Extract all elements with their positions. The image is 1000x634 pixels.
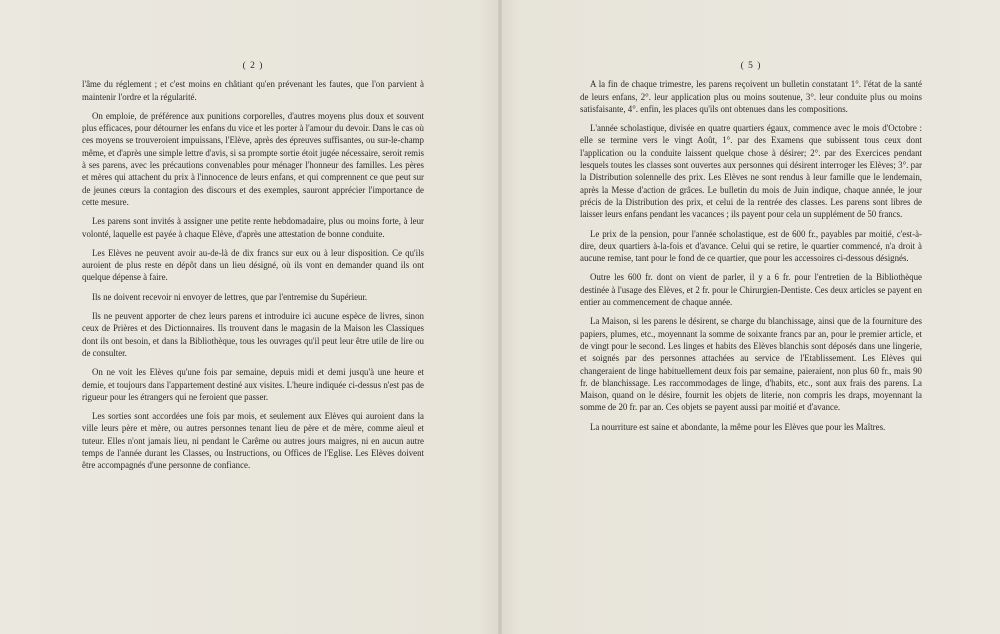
left-paragraph-4: Les Elèves ne peuvent avoir au-de-là de dix francs sur eux ou à leur disposition. Ce qu'ils auroient de plus reste en dépôt dans un lieu désigné, où ils vont en demander quand ils ont quelque dépense à faire. (82, 247, 424, 283)
left-paragraph-6: Ils ne peuvent apporter de chez leurs parens et introduire ici aucune espèce de livres, sinon ceux de Prières et des Dictionnaires. Ils trouvent dans le magasin de la Maison les Classiques dont ils ont besoin, et dans la Bibliothèque, tous les ouvrages qu'il peut leur être utile de lire ou de consulter. (82, 311, 424, 358)
left-paragraph-3: Les parens sont invités à assigner une petite rente hebdomadaire, plus ou moins forte, à leur volonté, laquelle est payée à chaque Elève, d'après une attestation de bonne conduite. (82, 216, 424, 239)
right-paragraph-5: La Maison, si les parens le désirent, se charge du blanchissage, ainsi que de la fourniture des papiers, plumes, etc., moyennant la somme de soixante francs par an, pour le premier article, et de vingt pour le second. Les linges et habits des Elèves blanchis sont déposés dans une lingerie, et soignés par des personnes attachées au service de l'Etablissement. Les Elèves qui changeraient de linge habituellement deux fois par semaine, paieraient, non plus 60 fr., mais 90 fr. de blanchissage. Les raccommodages de linge, d'habits, etc., sont aux frais des parens. La Maison, quand on le désire, fournit les objets de literie, non compris les draps, moyennant la somme de 20 fr. par an. Ces objets se payent aussi par moitié et d'avance. (580, 316, 922, 413)
right-paragraph-1: A la fin de chaque trimestre, les parens reçoivent un bulletin constatant 1°. l'état de la santé de leurs enfans, 2°. leur application plus ou moins soutenue, 3°. leur conduite plus ou moins satisfaisante, 4°. enfin, les places qu'ils ont obtenues dans les compositions. (580, 79, 922, 114)
page-gutter (498, 0, 502, 634)
left-paragraph-5: Ils ne doivent recevoir ni envoyer de lettres, que par l'entremise du Supérieur. (92, 291, 368, 302)
left-paragraph-8: Les sorties sont accordées une fois par mois, et seulement aux Elèves qui auroient dans la ville leurs père et mère, ou autres personnes tenant lieu de père et de mère, comme aïeul et tuteur. Elles n'ont jamais lieu, ni pendant le Carême ou autres jours maigres, ni en aucun autre temps de l'année durant les Classes, ou Instructions, ou Offices de l'Eglise. Les Elèves doivent être accompagnés d'une personne de confiance. (82, 411, 424, 471)
right-paragraph-3: Le prix de la pension, pour l'année scholastique, est de 600 fr., payables par moitié, c'est-à-dire, deux quartiers à-la-fois et d'avance. Celui qui se retire, le quartier commencé, n'a droit à aucune remise, tant pour le fond de ce quartier, que pour les accessoires ci-dessous désignés. (580, 228, 922, 264)
right-page-number: ( 5 ) (740, 61, 762, 71)
left-paragraph-2: On emploie, de préférence aux punitions corporelles, d'autres moyens plus doux et souvent plus efficaces, pour détourner les enfans du vice et les porter à l'amour du devoir. Dans le cas où ces moyens se trouveroient impuissans, l'Elève, après des épreuves suffisantes, ou sur-le-champ même, et d'après une simple lettre d'avis, si sa prompte sortie étoit jugée nécessaire, seroit remis à ses parens, avec les précautions convenables pour ménager l'honneur des familles. Les pères et mères qui attachent du prix à l'innocence de leurs enfans, et qui comprennent ce que peut sur de jeunes cœurs la contagion des discours et des exemples, sauront apprécier l'importance de cette mesure. (82, 110, 424, 207)
right-page (580, 60, 922, 440)
left-page (82, 60, 424, 479)
right-paragraph-4: Outre les 600 fr. dont on vient de parler, il y a 6 fr. pour l'entretien de la Bibliothèque destinée à l'usage des Elèves, et 2 fr. pour le Chirurgien-Dentiste. Ces deux articles se payent en entier au commencement de chaque année. (580, 272, 922, 308)
left-page-number: ( 2 ) (242, 61, 264, 71)
right-paragraph-2: L'année scholastique, divisée en quatre quartiers égaux, commence avec le mois d'Octobre : elle se termine vers le vingt Août, 1°. par des Examens que subissent tous ceux dont l'application ou la conduite laissent quelque chose à désirer; 2°. par des Exercices pendant lesquels toutes les classes sont ouvertes aux personnes qui désirent interroger les Elèves; 3°. par la Distribution solennelle des prix. Les Elèves ne sont rendus à leur famille que le lendemain, après la Messe d'action de grâces. Le bulletin du mois de Juin indique, chaque année, le jour précis de la Distribution des prix, et celui de la rentrée des classes. Les parens sont libres de laisser leurs enfans pendant les vacances ; ils payent pour cela un supplément de 50 francs. (580, 123, 922, 220)
left-paragraph-1: l'âme du réglement ; et c'est moins en châtiant qu'en prévenant les fautes, que l'on parvient à maintenir l'ordre et la régularité. (82, 79, 424, 102)
right-paragraph-6: La nourriture est saine et abondante, la même pour les Elèves que pour les Maîtres. (590, 421, 886, 432)
left-paragraph-7: On ne voit les Elèves qu'une fois par semaine, depuis midi et demi jusqu'à une heure et demie, et toujours dans l'appartement destiné aux visites. L'heure indiquée ci-dessus n'est pas de rigueur pour les étrangers qui ne feroient que passer. (82, 367, 424, 402)
